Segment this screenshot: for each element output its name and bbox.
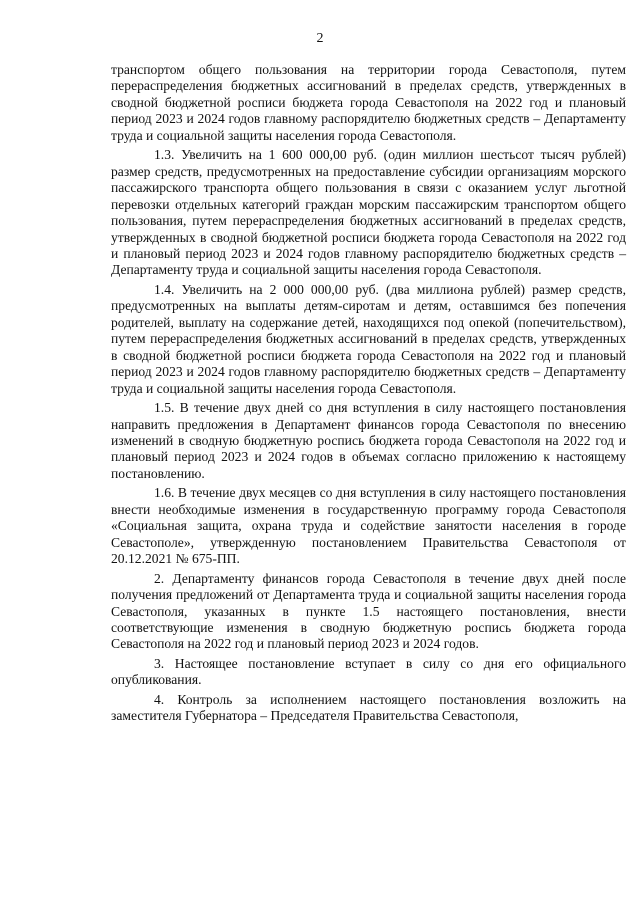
paragraph-1-5: 1.5. В течение двух дней со дня вступления в силу настоящего постановления направить предложения в Департамент финансов города Севастополя по внесению изменений в сводную бюджетную роспись бюджета города Севастополя на 2022 год и плановый период 2023 и 2024 годов в объемах согласно приложению к настоящему постановлению. [111, 400, 626, 481]
paragraph-1-3: 1.3. Увеличить на 1 600 000,00 руб. (один миллион шестьсот тысяч рублей) размер средств, предусмотренных на предоставление субсидии организациям морского пассажирского транспорта общего пользования в связи с оказанием услуг льготной перевозки отдельных категорий граждан морским пассажирским транспортом общего пользования, путем перераспределения бюджетных ассигнований в пределах средств, утвержденных в сводной бюджетной росписи бюджета города Севастополя на 2022 год и плановый период 2023 и 2024 годов главному распорядителю бюджетных средств – Департаменту труда и социальной защиты населения города Севастополя. [111, 147, 626, 278]
page-number: 2 [316, 31, 324, 46]
paragraph-3: 3. Настоящее постановление вступает в силу со дня его официального опубликования. [111, 655, 626, 688]
paragraph-4: 4. Контроль за исполнением настоящего постановления возложить на заместителя Губернатора – Председателя Правительства Севастополя, [111, 691, 626, 724]
paragraph-continuation: транспортом общего пользования на территории города Севастополя, путем перераспределения бюджетных ассигнований в пределах средств, утвержденных в сводной бюджетной росписи бюджета города Севастополя на 2022 год и плановый период 2023 и 2024 годов главному распорядителю бюджетных средств – Департаменту труда и социальной защиты населения города Севастополя. [111, 62, 626, 143]
paragraph-1-4: 1.4. Увеличить на 2 000 000,00 руб. (два миллиона рублей) размер средств, предусмотренных на выплаты детям-сиротам и детям, оставшимся без попечения родителей, выплату на содержание детей, находящихся под опекой (попечительством), путем перераспределения бюджетных ассигнований в пределах средств, утвержденных в сводной бюджетной росписи бюджета города Севастополя на 2022 год и плановый период 2023 и 2024 годов главному распорядителю бюджетных средств – Департаменту труда и социальной защиты населения города Севастополя. [111, 281, 626, 396]
paragraph-1-6: 1.6. В течение двух месяцев со дня вступления в силу настоящего постановления внести необходимые изменения в государственную программу города Севастополя «Социальная защита, охрана труда и содействие занятости населения в городе Севастополе», утвержденную постановлением Правительства Севастополя от 20.12.2021 № 675-ПП. [111, 485, 626, 567]
paragraph-2: 2. Департаменту финансов города Севастополя в течение двух дней после получения предложений от Департамента труда и социальной защиты населения города Севастополя, указанных в пункте 1.5 настоящего постановления, внести соответствующие изменения в сводную бюджетную роспись бюджета города Севастополя на 2022 год и плановый период 2023 и 2024 годов. [111, 570, 626, 652]
document-body [111, 62, 626, 728]
